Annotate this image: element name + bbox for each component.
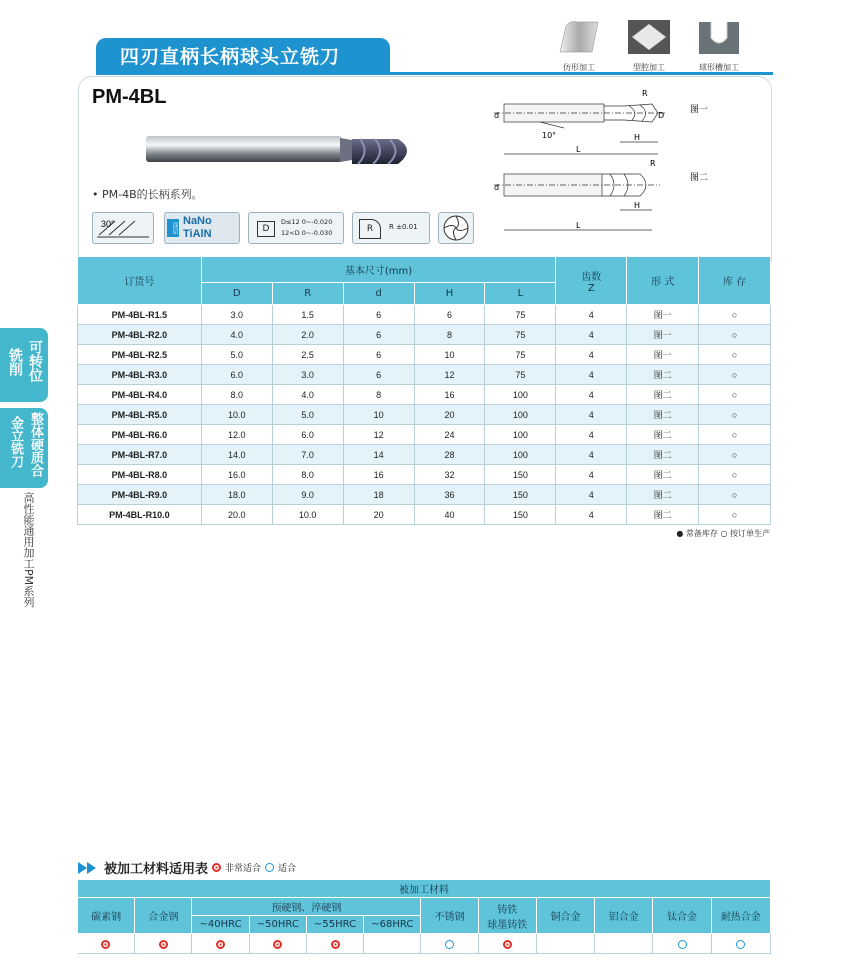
cell-z: 4 bbox=[556, 425, 627, 445]
very-suitable-icon bbox=[101, 940, 110, 949]
cell-code: PM-4BL-R7.0 bbox=[78, 445, 202, 465]
coating-badge: 涂层 NaNo TiAlN bbox=[164, 212, 240, 244]
cell-z: 4 bbox=[556, 485, 627, 505]
svg-text:H: H bbox=[634, 133, 641, 142]
cell-form: 图一 bbox=[627, 325, 699, 345]
cell-code: PM-4BL-R9.0 bbox=[78, 485, 202, 505]
very-suitable-icon bbox=[331, 940, 340, 949]
cell-l: 150 bbox=[485, 485, 556, 505]
cell-stock: ○ bbox=[699, 405, 771, 425]
cell-l: 75 bbox=[485, 325, 556, 345]
helix-icon bbox=[93, 213, 153, 243]
col-header-D: D bbox=[201, 283, 272, 305]
suitability-cell bbox=[78, 934, 135, 954]
mat-hardened-steel: 预硬钢、淬硬钢 bbox=[192, 898, 421, 916]
cell-d: 6 bbox=[343, 345, 414, 365]
svg-text:D: D bbox=[658, 111, 665, 120]
cell-stock: ○ bbox=[699, 485, 771, 505]
mat-hrc-40: ~40HRC bbox=[192, 916, 249, 934]
series-note: • PM-4B的长柄系列。 bbox=[92, 188, 203, 201]
mat-alloy-steel: 合金钢 bbox=[135, 898, 192, 934]
table-row bbox=[78, 365, 771, 385]
cell-l: 75 bbox=[485, 365, 556, 385]
cell-d: 18 bbox=[343, 485, 414, 505]
cell-d: 10 bbox=[343, 405, 414, 425]
cell-d: 16 bbox=[343, 465, 414, 485]
cell-z: 4 bbox=[556, 325, 627, 345]
cell-h: 32 bbox=[414, 465, 485, 485]
cell-stock: ○ bbox=[699, 385, 771, 405]
mat-copper: 铜合金 bbox=[536, 898, 594, 934]
cell-form: 图二 bbox=[627, 425, 699, 445]
cell-d: 20.0 bbox=[201, 505, 272, 525]
cell-l: 100 bbox=[485, 425, 556, 445]
table-row bbox=[78, 485, 771, 505]
cell-l: 150 bbox=[485, 505, 556, 525]
cell-code: PM-4BL-R1.5 bbox=[78, 305, 202, 325]
side-tab-solid-carbide[interactable]: 整体硬质合 金立铣刀 bbox=[0, 408, 48, 488]
side-series-note: 高性能通用加工PM系列 bbox=[22, 492, 35, 608]
cell-form: 图二 bbox=[627, 485, 699, 505]
cell-l: 75 bbox=[485, 305, 556, 325]
end-mill-image bbox=[140, 130, 420, 176]
col-header-d: d bbox=[343, 283, 414, 305]
suitability-cell bbox=[192, 934, 249, 954]
cell-h: 12 bbox=[414, 365, 485, 385]
materials-title: 被加工材料适用表 非常适合 适合 bbox=[78, 858, 296, 877]
cell-z: 4 bbox=[556, 445, 627, 465]
model-code: PM-4BL bbox=[92, 86, 167, 108]
col-header-stock: 库 存 bbox=[699, 257, 771, 305]
cell-stock: ○ bbox=[699, 465, 771, 485]
col-header-code: 订货号 bbox=[78, 257, 202, 305]
stock-legend: ● 常备库存 ○ 按订单生产 bbox=[676, 529, 770, 538]
cell-code: PM-4BL-R2.5 bbox=[78, 345, 202, 365]
cell-z: 4 bbox=[556, 365, 627, 385]
svg-text:d: d bbox=[494, 111, 500, 120]
cell-d: 4.0 bbox=[201, 325, 272, 345]
cell-r: 5.0 bbox=[272, 405, 343, 425]
cell-r: 3.0 bbox=[272, 365, 343, 385]
suitability-cell bbox=[249, 934, 306, 954]
cell-form: 图二 bbox=[627, 385, 699, 405]
svg-text:L: L bbox=[576, 145, 581, 154]
mat-stainless: 不锈钢 bbox=[421, 898, 478, 934]
table-row bbox=[78, 425, 771, 445]
cell-r: 2.5 bbox=[272, 345, 343, 365]
cavity-icon bbox=[626, 18, 672, 56]
table-row bbox=[78, 345, 771, 365]
cell-form: 图二 bbox=[627, 365, 699, 385]
cell-d: 6 bbox=[343, 305, 414, 325]
table-row bbox=[78, 465, 771, 485]
table-row bbox=[78, 325, 771, 345]
mat-hrc-50: ~50HRC bbox=[249, 916, 306, 934]
product-table bbox=[77, 256, 771, 525]
cell-d: 8 bbox=[343, 385, 414, 405]
svg-text:30°: 30° bbox=[101, 219, 115, 229]
cell-h: 28 bbox=[414, 445, 485, 465]
cell-l: 100 bbox=[485, 445, 556, 465]
materials-table bbox=[77, 879, 771, 954]
svg-text:R: R bbox=[650, 159, 656, 168]
cell-code: PM-4BL-R6.0 bbox=[78, 425, 202, 445]
four-flute-badge bbox=[438, 212, 474, 244]
cell-form: 图二 bbox=[627, 405, 699, 425]
cell-d: 8.0 bbox=[201, 385, 272, 405]
cell-h: 10 bbox=[414, 345, 485, 365]
suitability-cell bbox=[711, 934, 770, 954]
svg-text:d: d bbox=[494, 183, 500, 192]
suitability-cell bbox=[364, 934, 421, 954]
suitability-cell bbox=[595, 934, 653, 954]
cell-h: 24 bbox=[414, 425, 485, 445]
cell-l: 150 bbox=[485, 465, 556, 485]
svg-text:R: R bbox=[642, 89, 648, 98]
page-title: 四刃直柄长柄球头立铣刀 bbox=[96, 38, 390, 72]
helix-angle-badge bbox=[92, 212, 154, 244]
cell-z: 4 bbox=[556, 305, 627, 325]
very-suitable-icon bbox=[216, 940, 225, 949]
svg-text:H: H bbox=[634, 201, 641, 210]
cell-d: 20 bbox=[343, 505, 414, 525]
cell-r: 6.0 bbox=[272, 425, 343, 445]
cell-stock: ○ bbox=[699, 365, 771, 385]
profiling-icon bbox=[556, 18, 602, 56]
cell-l: 100 bbox=[485, 385, 556, 405]
table-row bbox=[78, 305, 771, 325]
cell-r: 1.5 bbox=[272, 305, 343, 325]
mat-hrc-68: ~68HRC bbox=[364, 916, 421, 934]
cell-form: 图二 bbox=[627, 505, 699, 525]
cell-r: 9.0 bbox=[272, 485, 343, 505]
cell-l: 75 bbox=[485, 345, 556, 365]
suitable-icon bbox=[736, 940, 745, 949]
table-row bbox=[78, 385, 771, 405]
cell-r: 2.0 bbox=[272, 325, 343, 345]
cell-z: 4 bbox=[556, 505, 627, 525]
fig2-label: 图二 bbox=[690, 173, 709, 183]
cell-stock: ○ bbox=[699, 505, 771, 525]
cell-d: 10.0 bbox=[201, 405, 272, 425]
mat-aluminum: 铝合金 bbox=[595, 898, 653, 934]
cell-d: 14 bbox=[343, 445, 414, 465]
cell-d: 18.0 bbox=[201, 485, 272, 505]
col-header-form: 形 式 bbox=[627, 257, 699, 305]
double-arrow-icon bbox=[78, 862, 100, 874]
cell-code: PM-4BL-R8.0 bbox=[78, 465, 202, 485]
suitability-row bbox=[78, 934, 771, 954]
mat-carbon-steel: 碳素钢 bbox=[78, 898, 135, 934]
table-row bbox=[78, 445, 771, 465]
best-legend-icon bbox=[212, 863, 221, 872]
mat-cast-iron: 铸铁 球墨铸铁 bbox=[478, 898, 536, 934]
cell-d: 6 bbox=[343, 325, 414, 345]
col-header-dims: 基本尺寸(mm) bbox=[201, 257, 555, 283]
cell-h: 6 bbox=[414, 305, 485, 325]
suitability-cell bbox=[536, 934, 594, 954]
mat-hrc-55: ~55HRC bbox=[306, 916, 363, 934]
very-suitable-icon bbox=[159, 940, 168, 949]
cell-d: 12.0 bbox=[201, 425, 272, 445]
process-ball-groove: 球形槽加工 bbox=[688, 18, 750, 73]
cell-stock: ○ bbox=[699, 325, 771, 345]
cell-h: 36 bbox=[414, 485, 485, 505]
cell-form: 图一 bbox=[627, 345, 699, 365]
cell-r: 10.0 bbox=[272, 505, 343, 525]
cell-h: 40 bbox=[414, 505, 485, 525]
radius-tolerance-badge: R R ±0.01 bbox=[352, 212, 430, 244]
mat-heat-resistant: 耐热合金 bbox=[711, 898, 770, 934]
cell-code: PM-4BL-R2.0 bbox=[78, 325, 202, 345]
cell-z: 4 bbox=[556, 385, 627, 405]
col-header-L: L bbox=[485, 283, 556, 305]
cell-z: 4 bbox=[556, 345, 627, 365]
side-tab-indexable[interactable]: 可转位 铣削 bbox=[0, 328, 48, 402]
cell-stock: ○ bbox=[699, 345, 771, 365]
ball-groove-icon bbox=[696, 18, 742, 56]
ok-legend-icon bbox=[265, 863, 274, 872]
process-profiling: 仿形加工 bbox=[548, 18, 610, 73]
cell-d: 6.0 bbox=[201, 365, 272, 385]
cell-h: 8 bbox=[414, 325, 485, 345]
table-row bbox=[78, 505, 771, 525]
tolerance-badge: D D≤12 0~-0.020 12<D 0~-0.030 bbox=[248, 212, 344, 244]
cell-stock: ○ bbox=[699, 305, 771, 325]
cell-d: 6 bbox=[343, 365, 414, 385]
col-header-H: H bbox=[414, 283, 485, 305]
cell-r: 8.0 bbox=[272, 465, 343, 485]
suitable-icon bbox=[678, 940, 687, 949]
cell-z: 4 bbox=[556, 465, 627, 485]
cell-d: 5.0 bbox=[201, 345, 272, 365]
cell-stock: ○ bbox=[699, 445, 771, 465]
cell-l: 100 bbox=[485, 405, 556, 425]
very-suitable-icon bbox=[273, 940, 282, 949]
cell-d: 3.0 bbox=[201, 305, 272, 325]
very-suitable-icon bbox=[503, 940, 512, 949]
cell-code: PM-4BL-R4.0 bbox=[78, 385, 202, 405]
cell-code: PM-4BL-R3.0 bbox=[78, 365, 202, 385]
cell-d: 12 bbox=[343, 425, 414, 445]
table-row bbox=[78, 405, 771, 425]
col-header-R: R bbox=[272, 283, 343, 305]
suitability-cell bbox=[653, 934, 711, 954]
suitability-cell bbox=[306, 934, 363, 954]
cell-h: 20 bbox=[414, 405, 485, 425]
fig1-label: 图一 bbox=[690, 105, 709, 115]
technical-drawings bbox=[484, 82, 734, 242]
cell-h: 16 bbox=[414, 385, 485, 405]
cell-d: 14.0 bbox=[201, 445, 272, 465]
mat-titanium: 钛合金 bbox=[653, 898, 711, 934]
cell-stock: ○ bbox=[699, 425, 771, 445]
cell-r: 4.0 bbox=[272, 385, 343, 405]
suitable-icon bbox=[445, 940, 454, 949]
col-header-teeth: 齿数 Z bbox=[556, 257, 627, 305]
cell-form: 图二 bbox=[627, 465, 699, 485]
cell-r: 7.0 bbox=[272, 445, 343, 465]
four-flute-icon bbox=[439, 213, 473, 243]
cell-d: 16.0 bbox=[201, 465, 272, 485]
process-cavity: 型腔加工 bbox=[618, 18, 680, 73]
suitability-cell bbox=[478, 934, 536, 954]
suitability-cell bbox=[135, 934, 192, 954]
svg-text:L: L bbox=[576, 221, 581, 230]
cell-code: PM-4BL-R10.0 bbox=[78, 505, 202, 525]
svg-text:10°: 10° bbox=[542, 131, 557, 140]
suitability-cell bbox=[421, 934, 478, 954]
cell-z: 4 bbox=[556, 405, 627, 425]
cell-form: 图一 bbox=[627, 305, 699, 325]
materials-group-header: 被加工材料 bbox=[78, 880, 771, 898]
cell-code: PM-4BL-R5.0 bbox=[78, 405, 202, 425]
cell-form: 图二 bbox=[627, 445, 699, 465]
